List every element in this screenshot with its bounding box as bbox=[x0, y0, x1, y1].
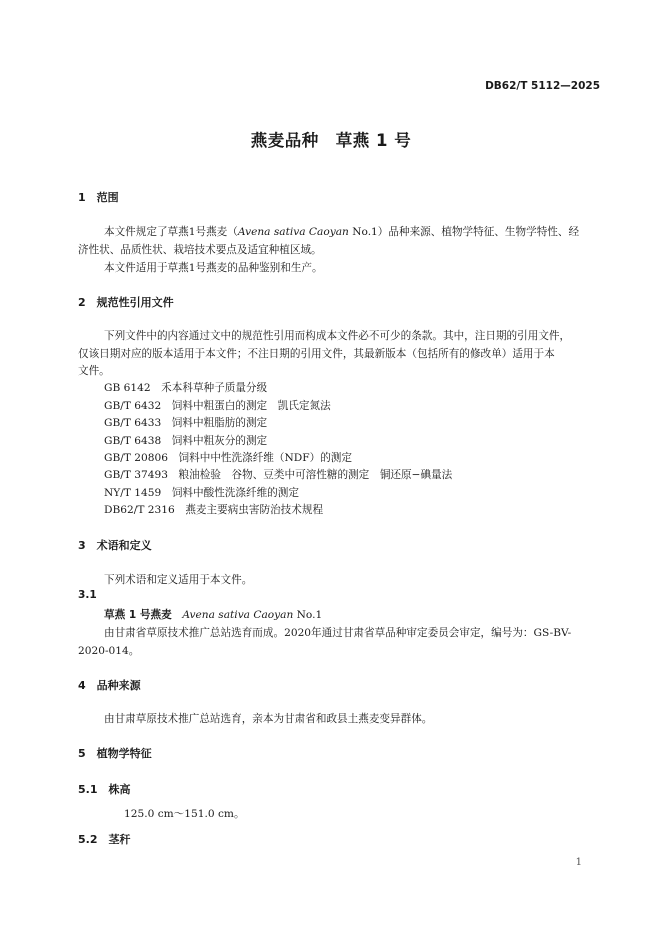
page-number: 1 bbox=[575, 857, 582, 868]
term-name: 草燕 1 号燕麦 bbox=[104, 609, 172, 621]
section-3-heading: 3 术语和定义 bbox=[78, 539, 152, 552]
section-2-intro-line-1: 下列文件中的内容通过文中的规范性引用而构成本文件必不可少的条款。其中，注日期的引用文件， bbox=[104, 330, 571, 342]
section-2-heading: 2 规范性引用文件 bbox=[78, 296, 174, 309]
term-definition-line-2: 2020-014。 bbox=[78, 645, 140, 657]
s1-text-b: No.1）品种来源、植物学特征、生物学特性、经 bbox=[348, 226, 580, 238]
subsection-5-2-heading: 5.2 茎秆 bbox=[78, 833, 131, 846]
section-1-paragraph-1-line-2: 济性状、品质性状、栽培技术要点及适宜种植区域。 bbox=[78, 244, 322, 256]
reference-item: GB/T 20806 饲料中中性洗涤纤维（NDF）的测定 bbox=[104, 452, 352, 464]
s1-text-a: 本文件规定了草燕1号燕麦（ bbox=[104, 226, 238, 238]
document-title: 燕麦品种 草燕 1 号 bbox=[250, 131, 412, 150]
reference-item: NY/T 1459 饲料中酸性洗涤纤维的测定 bbox=[104, 487, 299, 499]
reference-item: GB/T 6433 饲料中粗脂肪的测定 bbox=[104, 417, 268, 429]
reference-item: GB/T 6432 饲料中粗蛋白的测定 凯氏定氮法 bbox=[104, 400, 331, 412]
section-2-intro-line-3: 文件。 bbox=[78, 365, 110, 377]
section-2-intro-line-2: 仅该日期对应的版本适用于本文件；不注日期的引用文件，其最新版本（包括所有的修改单）适用于本 bbox=[78, 348, 555, 360]
reference-item: GB 6142 禾本科草种子质量分级 bbox=[104, 382, 268, 394]
reference-item: DB62/T 2316 燕麦主要病虫害防治技术规程 bbox=[104, 504, 324, 516]
section-1-heading: 1 范围 bbox=[78, 191, 119, 204]
reference-item: GB/T 37493 粮油检验 谷物、豆类中可溶性糖的测定 铜还原−碘量法 bbox=[104, 469, 453, 481]
section-3-intro: 下列术语和定义适用于本文件。 bbox=[104, 574, 253, 586]
standard-code: DB62/T 5112—2025 bbox=[485, 80, 600, 92]
term-latin-name: Avena sativa Caoyan bbox=[182, 609, 294, 621]
section-4-paragraph: 由甘肃草原技术推广总站选育，亲本为甘肃省和政县土燕麦变异群体。 bbox=[104, 713, 433, 725]
section-1-paragraph-2: 本文件适用于草燕1号燕麦的品种鉴别和生产。 bbox=[104, 262, 323, 274]
section-1-paragraph-1-line-1 bbox=[104, 224, 579, 239]
subsection-5-1-text: 125.0 cm～151.0 cm。 bbox=[124, 808, 245, 820]
reference-item: GB/T 6438 饲料中粗灰分的测定 bbox=[104, 435, 268, 447]
term-latin-suffix: No.1 bbox=[293, 609, 323, 621]
section-5-heading: 5 植物学特征 bbox=[78, 747, 152, 760]
term-entry bbox=[104, 607, 322, 622]
s1-latin-name: Avena sativa Caoyan bbox=[237, 226, 349, 238]
term-definition-line-1: 由甘肃省草原技术推广总站选育而成。2020年通过甘肃省草品种审定委员会审定，编号为：GS-BV- bbox=[104, 627, 572, 639]
section-4-heading: 4 品种来源 bbox=[78, 679, 141, 692]
term-number: 3.1 bbox=[78, 589, 97, 601]
subsection-5-1-heading: 5.1 株高 bbox=[78, 783, 131, 796]
